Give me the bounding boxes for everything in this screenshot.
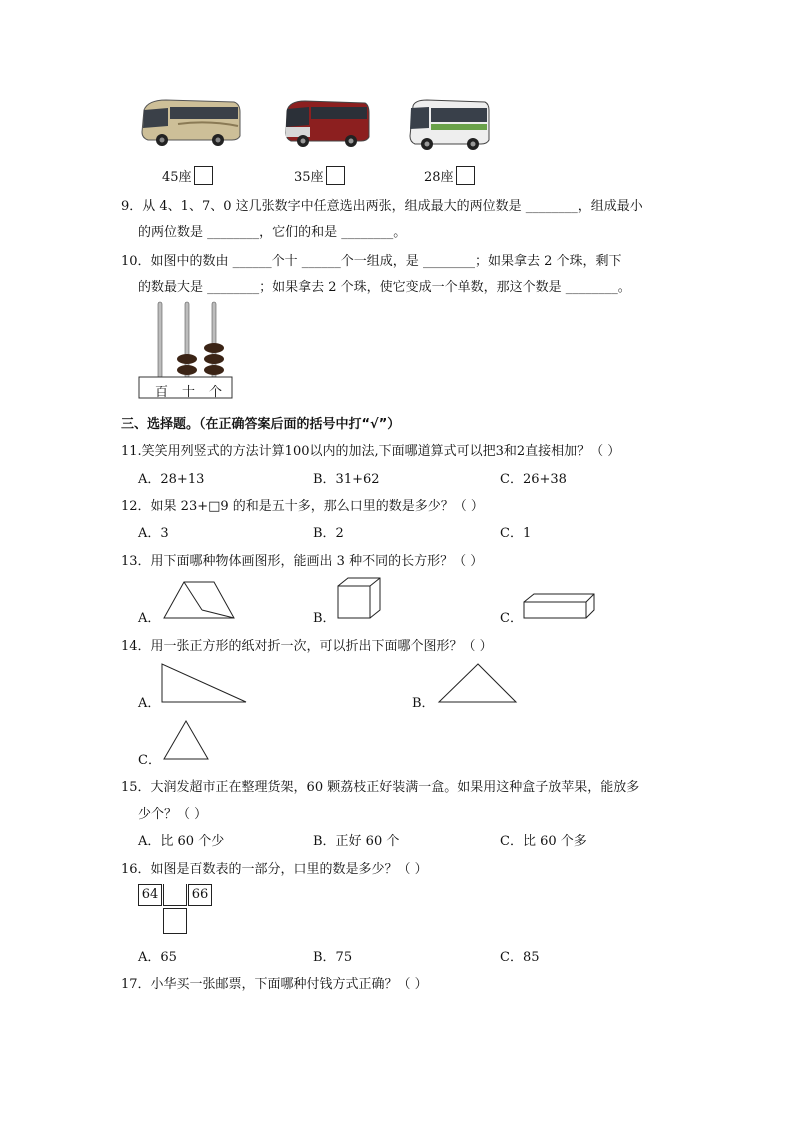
abacus-bead-ones-1 bbox=[204, 365, 224, 375]
q14-option-a[interactable]: A． bbox=[138, 696, 161, 711]
q12-option-c[interactable]: C．1 bbox=[500, 526, 532, 541]
hundred-chart-answer-cell[interactable] bbox=[163, 908, 187, 934]
q15-line1: 15．大润发超市正在整理货架，60 颗荔枝正好装满一盒。如果用这种盒子放苹果，能放多 bbox=[121, 780, 640, 795]
abacus-label-ones: 个 bbox=[209, 385, 223, 400]
q12-option-b[interactable]: B．2 bbox=[313, 526, 344, 541]
q14-option-b[interactable]: B． bbox=[412, 696, 435, 711]
abacus-label-tens: 十 bbox=[182, 385, 196, 400]
q13-option-c[interactable]: C． bbox=[500, 611, 523, 626]
q15-option-a[interactable]: A．比 60 个少 bbox=[138, 834, 225, 849]
q9-line1: 9．从 4、1、7、0 这几张数字中任意选出两张，组成最大的两位数是 ________，组成最小 bbox=[121, 199, 643, 214]
q15-option-c[interactable]: C．比 60 个多 bbox=[500, 834, 587, 849]
abacus-bead-tens-2 bbox=[177, 354, 197, 364]
q15-line2: 少个？（ ） bbox=[138, 807, 208, 822]
right-triangle-shape bbox=[160, 662, 250, 706]
abacus-rod-hundreds bbox=[158, 302, 162, 378]
q16-stem: 16．如图是百数表的一部分，口里的数是多少？（ ） bbox=[121, 862, 428, 877]
bus3-seat-label bbox=[424, 166, 475, 185]
q12-option-a[interactable]: A．3 bbox=[138, 526, 169, 541]
cube-shape bbox=[336, 576, 382, 622]
q15-option-b[interactable]: B．正好 60 个 bbox=[313, 834, 400, 849]
section3-title: 三、选择题。（在正确答案后面的括号中打“√”） bbox=[121, 417, 401, 432]
abacus-bead-ones-2 bbox=[204, 354, 224, 364]
q16-option-b[interactable]: B．75 bbox=[313, 950, 353, 965]
coach-bus-beige-image bbox=[138, 96, 242, 148]
cuboid-shape bbox=[522, 592, 596, 622]
hundred-chart-cell-66: 66 bbox=[188, 884, 212, 906]
q11-option-a[interactable]: A．28+13 bbox=[138, 472, 205, 487]
q14-option-c[interactable]: C． bbox=[138, 753, 161, 768]
q16-option-a[interactable]: A．65 bbox=[138, 950, 177, 965]
city-bus-green-image bbox=[407, 98, 491, 152]
q12-stem: 12．如果 23+□9 的和是五十多，那么口里的数是多少？（ ） bbox=[121, 499, 484, 514]
isosceles-triangle-shape bbox=[437, 662, 519, 706]
equilateral-triangle-shape bbox=[162, 719, 212, 763]
q11-stem: 11.笑笑用列竖式的方法计算100以内的加法,下面哪道算式可以把3和2直接相加？（ ） bbox=[121, 444, 621, 459]
coach-bus-red-image bbox=[283, 97, 371, 149]
q13-option-b[interactable]: B． bbox=[313, 611, 336, 626]
q17-stem: 17．小华买一张邮票，下面哪种付钱方式正确？（ ） bbox=[121, 977, 428, 992]
hundred-chart-cell-blank[interactable] bbox=[163, 884, 187, 906]
q14-stem: 14．用一张正方形的纸对折一次，可以折出下面哪个图形？（ ） bbox=[121, 639, 493, 654]
q10-line2: 的数最大是 ________；如果拿去 2 个珠，使它变成一个单数，那这个数是 ________。 bbox=[138, 280, 631, 295]
q13-option-a[interactable]: A． bbox=[138, 611, 161, 626]
q9-line2: 的两位数是 ________，它们的和是 ________。 bbox=[138, 225, 407, 240]
bus3-answer-box[interactable] bbox=[456, 166, 475, 185]
bus2-seat-text: 35座 bbox=[294, 170, 324, 185]
bus2-seat-label bbox=[294, 166, 345, 185]
bus2-answer-box[interactable] bbox=[326, 166, 345, 185]
abacus-bead-ones-3 bbox=[204, 343, 224, 353]
q16-option-c[interactable]: C．85 bbox=[500, 950, 540, 965]
q11-option-b[interactable]: B．31+62 bbox=[313, 472, 380, 487]
bus1-seat-text: 45座 bbox=[162, 170, 192, 185]
triangular-prism-shape bbox=[162, 580, 236, 622]
abacus-label-hundreds: 百 bbox=[155, 385, 169, 400]
q13-stem: 13．用下面哪种物体画图形，能画出 3 种不同的长方形？（ ） bbox=[121, 554, 484, 569]
q10-line1: 10．如图中的数由 ______个十 ______个一组成，是 ________；如果拿去 2 个珠，剩下 bbox=[121, 254, 622, 269]
bus1-answer-box[interactable] bbox=[194, 166, 213, 185]
bus3-seat-text: 28座 bbox=[424, 170, 454, 185]
q11-option-c[interactable]: C．26+38 bbox=[500, 472, 567, 487]
hundred-chart-cell-64: 64 bbox=[138, 884, 162, 906]
bus1-seat-label bbox=[162, 166, 213, 185]
abacus-bead-tens-1 bbox=[177, 365, 197, 375]
